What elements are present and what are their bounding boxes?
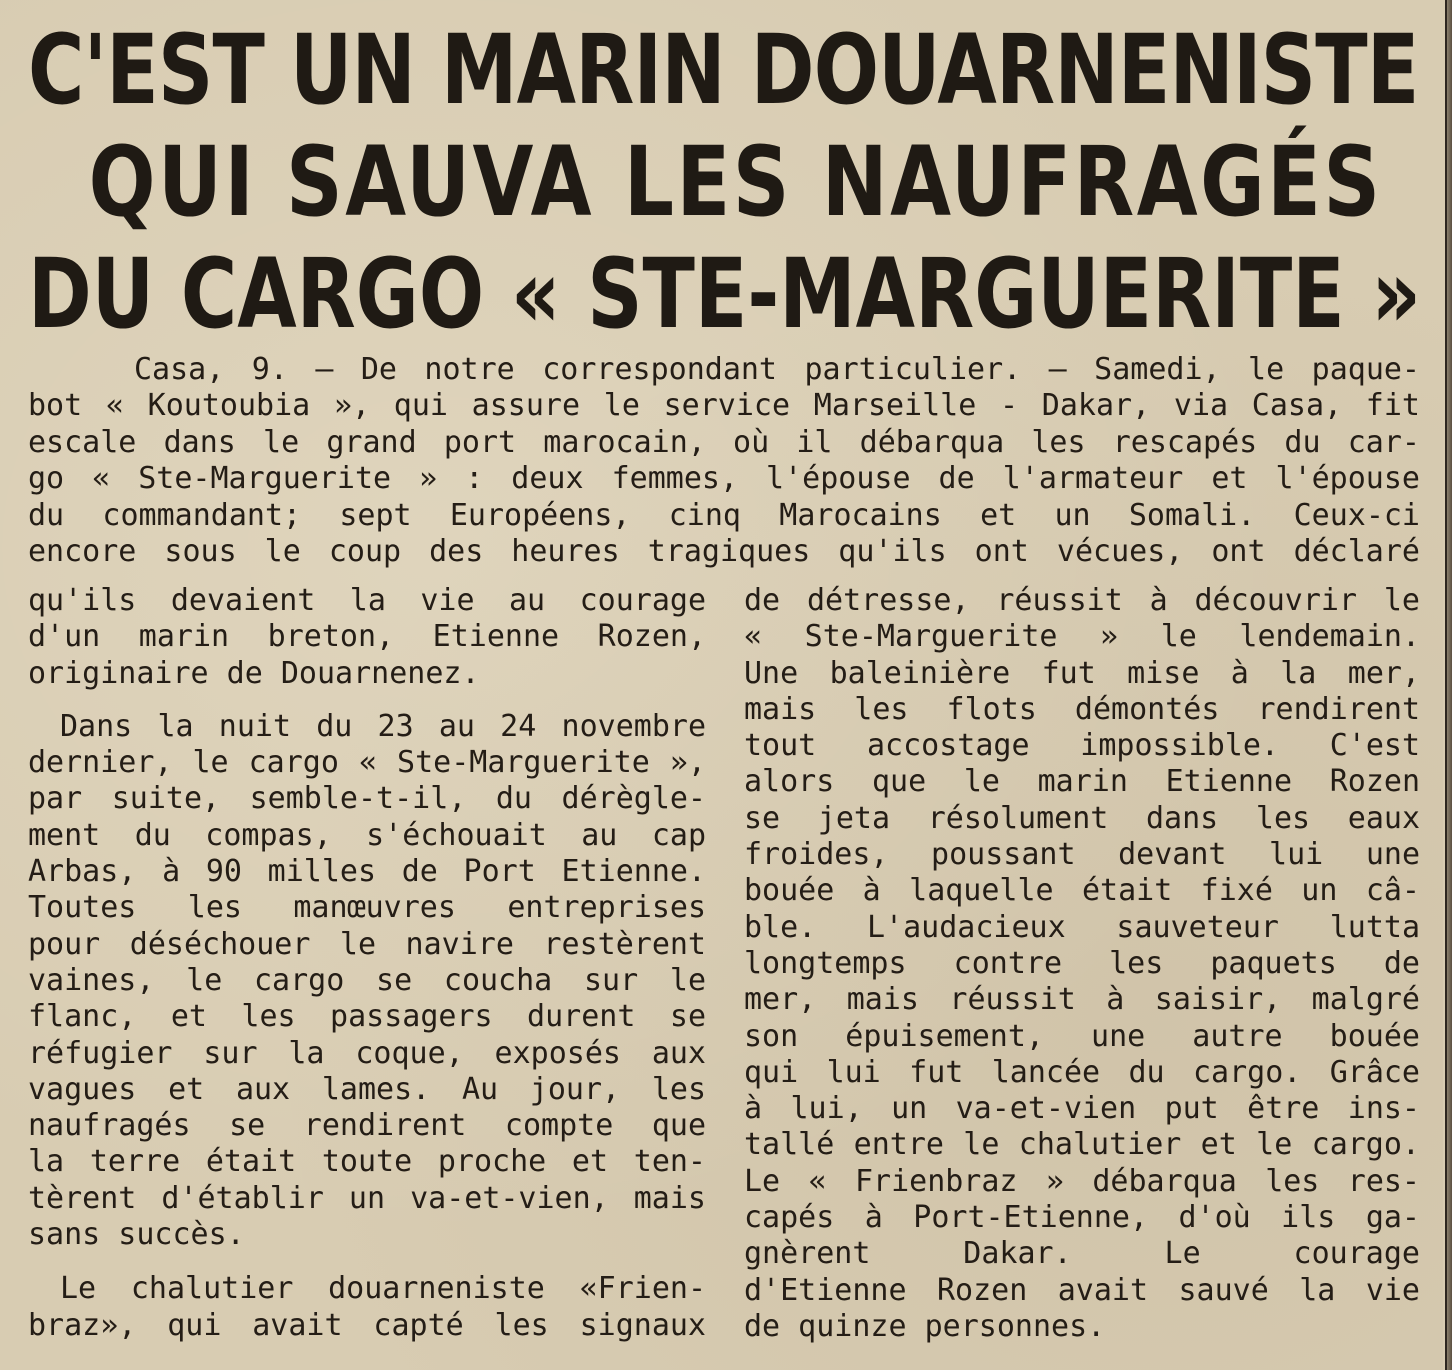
- column-line: d'un marin breton, Etienne Rozen,: [28, 619, 706, 655]
- column-line: originaire de Douarnenez.: [28, 655, 480, 691]
- column-line: pour déséchouer le navire restèrent: [28, 926, 706, 962]
- column-line: « Ste-Marguerite » le lendemain.: [744, 619, 1420, 655]
- headline-line-1: C'EST UN MARIN DOUARNENISTE: [28, 14, 1419, 126]
- column-line: ment du compas, s'échouait au cap: [28, 817, 706, 853]
- lead-line: Casa, 9. — De notre correspondant particulier. — Samedi, le paque-: [134, 352, 1420, 387]
- column-line: vaines, le cargo se coucha sur le: [28, 962, 706, 998]
- column-line: tout accostage impossible. C'est: [744, 728, 1420, 764]
- headline-line-3: DU CARGO « STE-MARGUERITE »: [28, 238, 1422, 350]
- column-line: Le chalutier douarneniste «Frien-: [60, 1271, 706, 1307]
- column-line: de quinze personnes.: [744, 1308, 1106, 1344]
- column-line: mer, mais réussit à saisir, malgré: [744, 982, 1420, 1018]
- lead-line: go « Ste-Marguerite » : deux femmes, l'épouse de l'armateur et l'épouse: [28, 461, 1420, 497]
- column-line: dernier, le cargo « Ste-Marguerite »,: [28, 745, 706, 781]
- column-line: mais les flots démontés rendirent: [744, 691, 1420, 727]
- column-line: Une baleinière fut mise à la mer,: [744, 655, 1420, 691]
- lead-line: du commandant; sept Européens, cinq Marocains et un Somali. Ceux-ci: [28, 497, 1420, 533]
- column-line: tèrent d'établir un va-et-vien, mais: [28, 1180, 706, 1216]
- column-line: gnèrent Dakar. Le courage: [744, 1236, 1420, 1272]
- article-column-left: [28, 583, 706, 1344]
- column-line: par suite, semble-t-il, du dérègle-: [28, 781, 706, 817]
- column-line: froides, poussant devant lui une: [744, 837, 1420, 873]
- column-line: qui lui fut lancée du cargo. Grâce: [744, 1054, 1420, 1090]
- article-column-right: [744, 583, 1420, 1345]
- headline-line-2: QUI SAUVA LES NAUFRAGÉS: [88, 126, 1383, 238]
- column-line: naufragés se rendirent compte que: [28, 1108, 706, 1144]
- article-lead: [28, 352, 1420, 570]
- column-line: son épuisement, une autre bouée: [744, 1018, 1420, 1054]
- column-line: capés à Port-Etienne, d'où ils ga-: [744, 1200, 1420, 1236]
- column-rule: [1443, 0, 1452, 1370]
- column-line: alors que le marin Etienne Rozen: [744, 764, 1420, 800]
- column-line: vagues et aux lames. Au jour, les: [28, 1071, 706, 1107]
- lead-line: encore sous le coup des heures tragiques qu'ils ont vécues, ont déclaré: [28, 534, 1420, 570]
- column-line: de détresse, réussit à découvrir le: [744, 583, 1420, 618]
- column-line: réfugier sur la coque, exposés aux: [28, 1035, 706, 1071]
- column-line: à lui, un va-et-vien put être ins-: [744, 1091, 1420, 1127]
- column-line: Arbas, à 90 milles de Port Etienne.: [28, 854, 706, 890]
- column-line: la terre était toute proche et ten-: [28, 1144, 706, 1180]
- column-line: d'Etienne Rozen avait sauvé la vie: [744, 1272, 1420, 1308]
- column-line: longtemps contre les paquets de: [744, 945, 1420, 981]
- column-line: Dans la nuit du 23 au 24 novembre: [60, 708, 706, 744]
- column-line: bouée à laquelle était fixé un câ-: [744, 873, 1420, 909]
- column-line: Le « Frienbraz » débarqua les res-: [744, 1163, 1420, 1199]
- column-line: braz», qui avait capté les signaux: [28, 1307, 706, 1343]
- article-headline: [28, 14, 1420, 350]
- column-line: flanc, et les passagers durent se: [28, 999, 706, 1035]
- lead-line: bot « Koutoubia », qui assure le service Marseille - Dakar, via Casa, fit: [28, 388, 1420, 424]
- column-line: Toutes les manœuvres entreprises: [28, 890, 706, 926]
- column-line: se jeta résolument dans les eaux: [744, 800, 1420, 836]
- column-line: qu'ils devaient la vie au courage: [28, 583, 706, 618]
- column-line: ble. L'audacieux sauveteur lutta: [744, 909, 1420, 945]
- column-line: sans succès.: [28, 1217, 245, 1253]
- column-line: tallé entre le chalutier et le cargo.: [744, 1127, 1420, 1163]
- lead-line: escale dans le grand port marocain, où il débarqua les rescapés du car-: [28, 424, 1420, 460]
